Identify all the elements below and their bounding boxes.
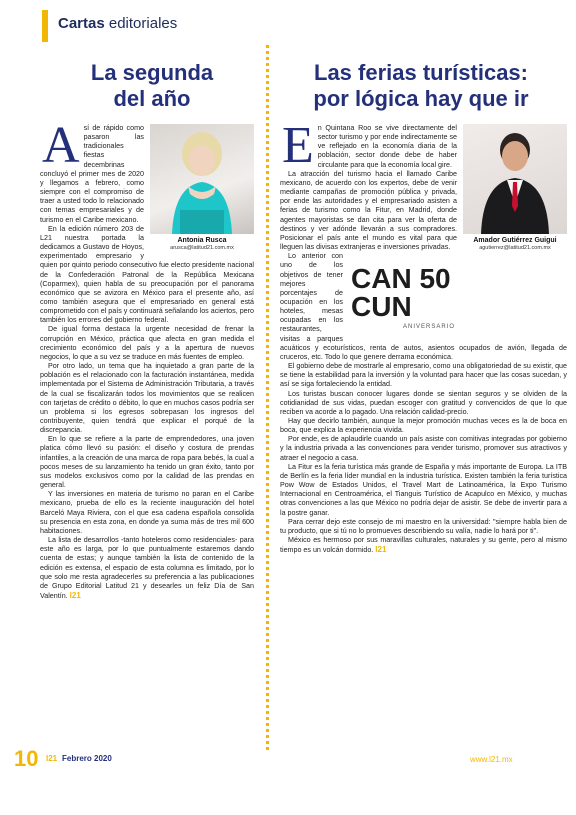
- section-marker: [42, 10, 48, 42]
- paragraph: La atracción del turismo hacia el llamado Caribe mexicano, de acuerdo con los expertos, debe de venir mediante campañas de promoción pública y privada, por ende las autoridades y el empresariado asisten a ferias de turismo como la Fitur, en Madrid, donde agentes mayoristas se dan cita para ver la oferta de destinos y ver adónde llevarán a sus compradores. Posicionar el país ante el mundo es vital para que lleguen las divisas extranjeras e inversiones privadas.: [280, 169, 457, 252]
- paragraph: Hay que decirlo también, aunque la mejor promoción muchas veces es la de boca en boca, que explica la experiencia vivida.: [280, 417, 567, 435]
- right-article-title: Las ferias turísticas: por lógica hay que ir: [313, 60, 529, 111]
- paragraph: n Quintana Roo se vive directamente del sector turismo y por ende indirectamente se ve reflejado en la economía diaria de la población, sector donde debe de haber circulante para que la economía local gire.: [317, 124, 457, 169]
- author-name: Amador Gutiérrez Guigui: [473, 237, 557, 244]
- paragraph: Para cerrar dejo este consejo de mi maestro en la universidad: "siempre habla bien de tu producto, que si tú no lo promueves describiendo su valía, nadie lo hará por ti".: [280, 517, 567, 535]
- issue-date: Febrero 2020: [62, 754, 112, 763]
- dropcap: A: [42, 124, 80, 174]
- author-name: Antonia Rusca: [177, 237, 227, 244]
- author-email: arusca@latitud21.com.mx: [170, 245, 234, 251]
- paragraph: De igual forma destaca la urgente necesidad de frenar la corrupción en México, práctica que afecta en gran medida el crecimiento económico del país y a la apertura de nuevos negocios, lo que a su vez se traduce en más fuentes de empleo.: [40, 325, 254, 361]
- section-title: Cartas editoriales: [58, 15, 178, 32]
- paragraph: Por ende, es de aplaudirle cuando un país asiste con comitivas integradas por gobierno y la industria privada a las convenciones para vender turismo, promover sus atractivos y atraer el negocio a casa.: [280, 435, 567, 462]
- website-link[interactable]: www.l21.mx: [470, 755, 513, 764]
- paragraph: Lo anterior con uno de los objetivos de tener mejores porcentajes de ocupación en los hoteles, mesas ocupadas en los restaurantes, visitas a parques acuáticos y ecoturísticos, renta de autos, asientos ocupados de avión, llegada de cruceros, etc. Todo lo que genere derrama económica.: [280, 252, 567, 361]
- logo-line1: CAN 50: [351, 263, 451, 295]
- paragraph: Y las inversiones en materia de turismo no paran en el Caribe mexicano, prueba de ello es la reciente inauguración del hotel Barceló Maya Riviera, con el que esa cadena española consolida su presencia en esta zona, en donde ya suma más de tres mil 600 habitaciones.: [40, 490, 254, 535]
- l21-end-mark: l21: [375, 545, 387, 555]
- logo-line2: CUN: [351, 291, 412, 323]
- paragraph: El gobierno debe de mostrarle al empresario, como una obligatoriedad de su existir, que se tiene la estabilidad para la inversión y la voluntad para hacer que las cosas sucedan, y así se siga fortaleciendo la entidad.: [280, 362, 567, 389]
- paragraph: sí de rápido como pasaron las tradicionales fiestas decembrinas concluyó el primer mes de 2020 y llegamos a febrero, como siempre con el compromiso de traer a usted todo lo relacionado con temas empresariales y de turismo en el Caribe mexicano.: [40, 124, 144, 224]
- page-number: 10: [14, 746, 39, 771]
- right-article-body: [280, 124, 567, 752]
- paragraph: En lo que se refiere a la parte de emprendedores, una joven platica cómo llevó su pasión: el diseño y costura de prendas infantiles, a la creación de una marca de ropa para bebés, la cual a pocos meses de su lanzamiento ha tenido un gran éxito, tanto por sus modelos exclusivos como por la calidad de las prendas en general.: [40, 435, 254, 490]
- footer-brand-mark: l21: [46, 754, 58, 763]
- paragraph: En la edición número 203 de L21 nuestra portada la dedicamos a Gustavo de Hoyos, experimentado empresario y quien por quinto periodo consecutivo fue electo presidente nacional de la Confederación Patronal de la República Mexicana (Coparmex), quien habla de su preocupación por el panorama económico que se avizora en México para el presente año, así como también asegura que el empresariado en general está comprometido con el país y continuará señalando los aciertos, pero también los errores del gobierno federal.: [40, 224, 254, 325]
- paragraph: La Fitur es la feria turística más grande de España y más importante de Europa. La ITB de Berlín es la feria líder mundial en la industria turística. Existen también la feria turística Pow Wow de Estados Unidos, el Travel Mart de Latinoamérica, la Expo Turismo Internacional en Centroamérica, el Tianguis Turístico de Acapulco en México, y muchas otras convenciones a las que México no podría dejar de asistir. Se debe de invertir para a la postre ganar.: [280, 462, 567, 517]
- author-email: agutierrez@latitud21.com.mx: [479, 245, 551, 251]
- author-photo-block: [463, 124, 567, 252]
- l21-end-mark: l21: [69, 590, 81, 600]
- logo-sub: ANIVERSARIO: [403, 324, 456, 331]
- left-article-title: La segunda del año: [90, 60, 214, 111]
- paragraph: La lista de desarrollos -tanto hoteleros como residenciales- para este año es larga, por lo que puntualmente estaremos dando cuenta de estas; y aunque también la lista de contenido de la edición es extensa, el espacio de esta columna es limitado, por lo que solo me resta agradecerles su preferencia a las publicaciones de Grupo Editorial Latitud 21 y desearles un feliz Día de San Valentín. l21: [40, 536, 254, 600]
- paragraph: México es hermoso por sus maravillas culturales, naturales y su gente, pero al mismo tiempo es un volcán dormido. l21: [280, 536, 567, 555]
- paragraph: Los turistas buscan conocer lugares donde se sientan seguros y se olviden de la cotidianidad de sus vidas, puedan escoger con gratitud y convencidos de que lo que reciben va acorde a lo pagado. Una relación calidad-precio.: [280, 389, 567, 416]
- dropcap: E: [282, 124, 314, 174]
- author-photo-block: [150, 124, 254, 252]
- author-photo: [150, 124, 254, 234]
- left-article-body: [40, 124, 254, 752]
- paragraph: Por otro lado, un tema que ha inquietado a gran parte de la población es el relacionado con la facturación instantánea, medida implementada por el Sistema de Administración Tributaria, a través de la cual se fiscalizarán todos los movimientos que se realicen con tarjetas de crédito o débito, lo que en muchos casos podría ser un problema si los egresos sobrepasan los ingresos del contribuyente, quien tendrá que explicar el porqué de la discrepancia.: [40, 362, 254, 435]
- author-photo: [463, 124, 567, 234]
- cancun-50-logo: [349, 256, 457, 332]
- column-divider: [266, 45, 269, 750]
